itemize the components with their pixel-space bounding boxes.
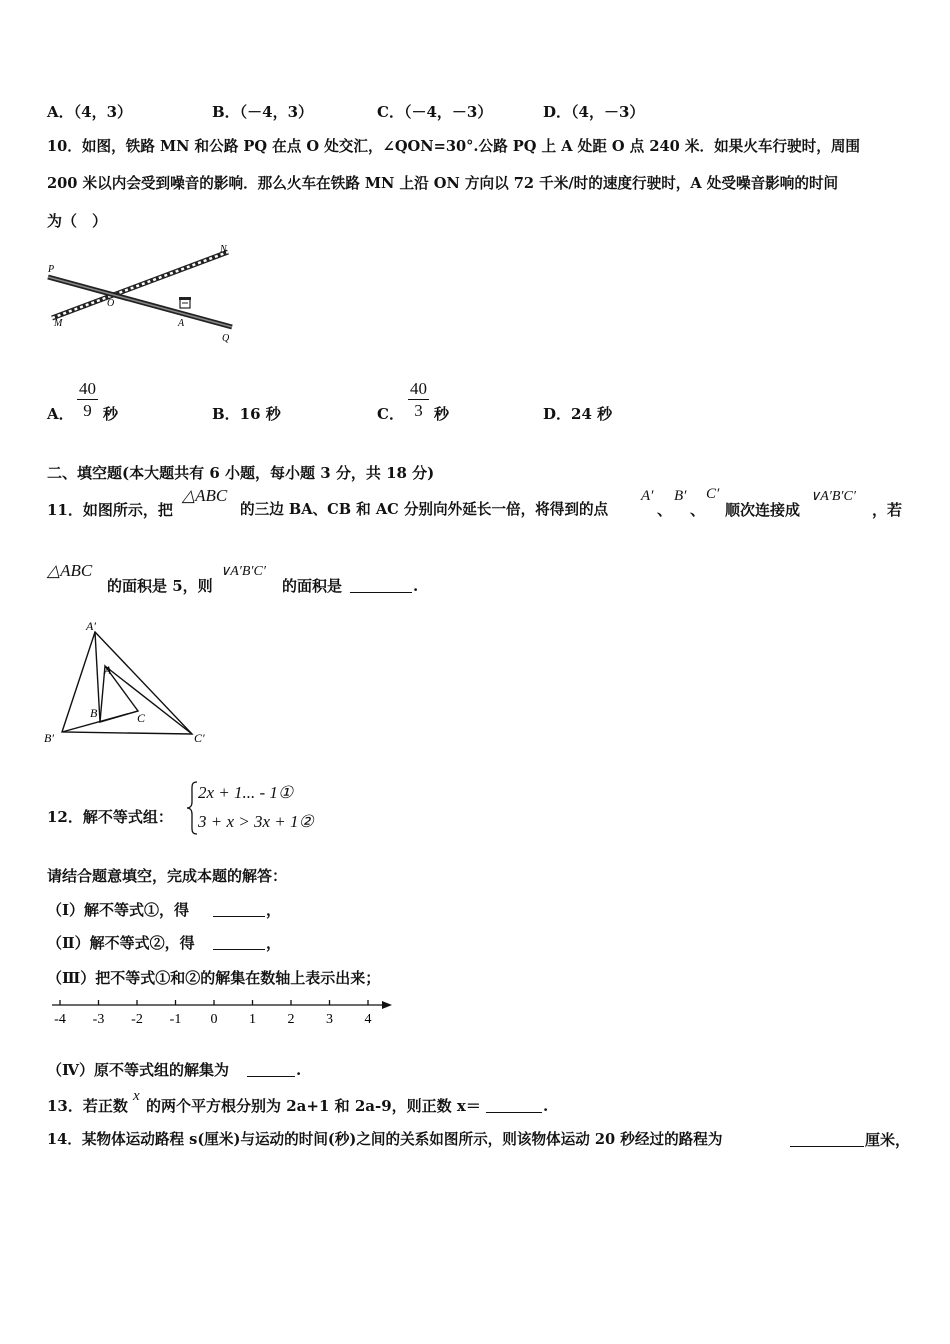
label-a-prime: A′ <box>86 619 96 633</box>
fraction-numerator: 40 <box>410 379 427 398</box>
q12-step-4-end: . <box>296 1061 302 1079</box>
q11-answer-blank[interactable] <box>350 578 412 593</box>
axis-tick-label: -2 <box>131 1012 143 1027</box>
label-a: A <box>178 318 185 329</box>
fraction-numerator: 40 <box>79 379 96 398</box>
fraction-denominator: 3 <box>414 401 423 420</box>
q10-option-c-fraction <box>408 379 429 422</box>
label-b: B <box>90 706 98 720</box>
q13-end: . <box>543 1097 549 1115</box>
axis-tick-label: -1 <box>169 1012 182 1027</box>
q10-option-a-unit: 秒 <box>103 405 119 423</box>
q11-mid-2: 顺次连接成 <box>725 501 801 519</box>
axis-tick-label: -4 <box>54 1012 66 1027</box>
q11-mid-1: 的三边 BA、CB 和 AC 分别向外延长一倍，将得到的点 <box>240 501 609 518</box>
arrow-right-icon <box>382 1001 392 1009</box>
q12-step-4: （Ⅳ）原不等式组的解集为 <box>47 1061 230 1079</box>
q9-option-d: D．（4，－3） <box>543 103 645 121</box>
number-line <box>40 993 400 1029</box>
label-c-prime: C′ <box>194 731 205 745</box>
q11-point-c-prime: C′ <box>706 486 720 502</box>
q10-line-2: 200 米以内会受到噪音的影响．那么火车在铁路 MN 上沿 ON 方向以 72 千米/时的速度行驶时，A 处受噪音影响的时间 <box>47 175 839 192</box>
q12-step2-blank[interactable] <box>213 935 265 950</box>
q12-inequality-1: 2x + 1... - 1① <box>198 783 294 802</box>
q14-end: 厘米， <box>865 1131 911 1149</box>
q9-option-a: A．（4，3） <box>47 103 133 121</box>
q13-prefix: 13．若正数 <box>47 1097 128 1115</box>
q11-point-b-prime: B′ <box>674 488 687 504</box>
q10-option-a-label: A． <box>47 405 74 423</box>
label-b-prime: B′ <box>44 731 54 745</box>
q14-answer-blank[interactable] <box>790 1132 864 1147</box>
q11-line2-end: 的面积是 <box>282 577 343 595</box>
q10-option-c-label: C． <box>377 405 404 423</box>
q10-line-1: 10．如图，铁路 MN 和公路 PQ 在点 O 处交汇，∠QON=30°.公路 PQ 上 A 处距 O 点 240 米．如果火车行驶时，周围 <box>47 138 861 155</box>
q11-line2-period: . <box>413 577 419 595</box>
section-heading: 二、填空题(本大题共有 6 小题，每小题 3 分，共 18 分) <box>47 464 435 482</box>
label-c: C <box>137 711 146 725</box>
q12-step-2: （Ⅱ）解不等式②，得 <box>47 934 195 952</box>
q10-option-b: B．16 秒 <box>212 405 281 423</box>
q13-variable: x <box>133 1088 140 1104</box>
q10-option-d: D．24 秒 <box>543 405 613 423</box>
axis-tick-label: 3 <box>326 1012 333 1027</box>
q12-step-3: （Ⅲ）把不等式①和②的解集在数轴上表示出来； <box>47 969 381 987</box>
axis-tick-label: 0 <box>210 1012 218 1027</box>
q12-step1-blank[interactable] <box>213 902 265 917</box>
q11-line2-triangle-prime: ∨A′B′C′ <box>220 564 266 579</box>
q9-option-c: C．（－4，－3） <box>377 103 493 121</box>
q11-suffix: ，若 <box>872 501 903 519</box>
q9-option-b: B．（－4，3） <box>212 103 314 121</box>
q12-step4-blank[interactable] <box>247 1062 295 1077</box>
axis-tick-label: -3 <box>92 1012 105 1027</box>
q11-line2-triangle-abc: △ABC <box>47 561 93 580</box>
q11-sep-1: 、 <box>657 501 673 519</box>
q12-instruction: 请结合题意填空，完成本题的解答： <box>47 867 288 885</box>
q10-option-c-unit: 秒 <box>434 405 450 423</box>
axis-tick-label: 2 <box>287 1012 295 1027</box>
label-p: P <box>48 264 55 275</box>
q11-line2-mid: 的面积是 5，则 <box>107 577 213 595</box>
q12-inequality-2: 3 + x > 3x + 1② <box>198 812 314 831</box>
q12-step-2-end: ， <box>266 934 282 952</box>
label-q: Q <box>222 333 230 344</box>
q10-figure <box>40 240 240 345</box>
fraction-denominator: 9 <box>83 401 92 420</box>
q10-line-3: 为（ ） <box>47 212 108 230</box>
q11-point-a-prime: A′ <box>641 488 654 504</box>
label-o: O <box>107 298 115 309</box>
q11-prefix: 11．如图所示，把 <box>47 501 173 519</box>
label-a: A <box>104 663 112 677</box>
q12-label: 12．解不等式组： <box>47 808 173 826</box>
q14-text: 14．某物体运动路程 s(厘米)与运动的时间(秒)之间的关系如图所示，则该物体运动 20 秒经过的路程为 <box>47 1131 723 1148</box>
q12-step-1: （Ⅰ）解不等式①，得 <box>47 901 190 919</box>
label-n: N <box>220 244 227 255</box>
axis-tick-label: 1 <box>249 1012 256 1027</box>
q11-sep-2: 、 <box>690 501 706 519</box>
q13-mid: 的两个平方根分别为 2a+1 和 2a-9，则正数 x＝ <box>146 1097 481 1115</box>
q11-triangle-prime: ∨A′B′C′ <box>810 489 856 504</box>
label-m: M <box>54 318 63 329</box>
house-icon <box>179 297 191 308</box>
q11-figure <box>40 612 230 752</box>
axis-tick-label: 4 <box>364 1012 372 1027</box>
q13-answer-blank[interactable] <box>486 1098 542 1113</box>
q12-step-1-end: ， <box>266 901 282 919</box>
q10-option-a-fraction <box>77 379 98 422</box>
q11-triangle-abc: △ABC <box>182 486 228 505</box>
